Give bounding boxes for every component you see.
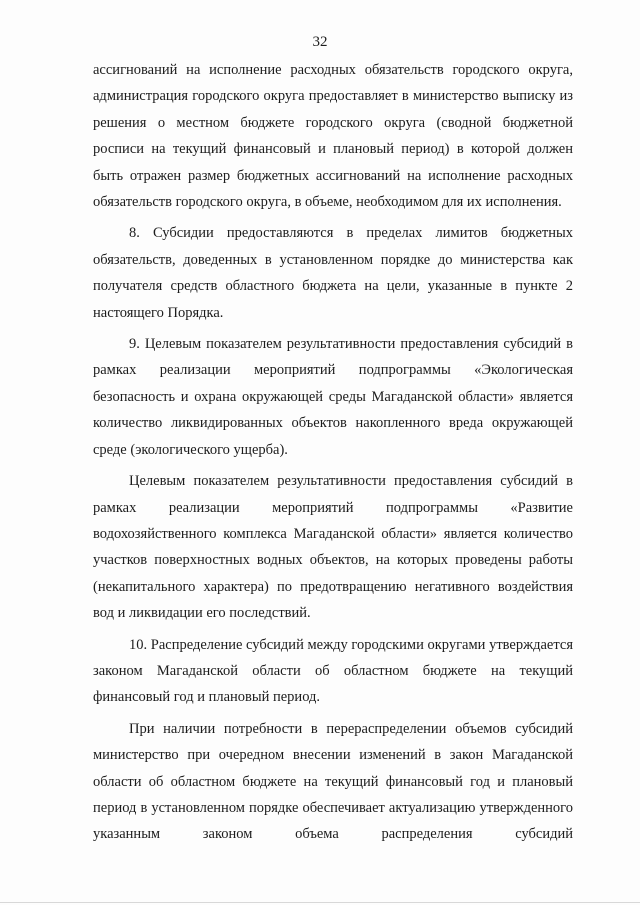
paragraph-item-9-continued: Целевым показателем результативности предоставления субсидий в рамках реализации мероприятий подпрограммы «Развитие водохозяйственного комплекса Магаданской области» является количество участков поверхностных водных объектов, на которых проведены работы (некапитального характера) по предотвращению негативного воздействия вод и ликвидации его последствий.: [93, 473, 573, 622]
page-number: 32: [312, 34, 328, 50]
paragraph-item-10-continued: При наличии потребности в перераспределении объемов субсидий министерство при очередном внесении изменений в закон Магаданской области об областном бюджете на текущий финансовый год и плановый период в установленном порядке обеспечивает актуализацию утвержденного указанным законом объема распределения субсидий: [93, 720, 573, 843]
paragraph-item-10: 10. Распределение субсидий между городскими округами утверждается законом Магаданской области об областном бюджете на текущий финансовый год и плановый период.: [93, 636, 573, 706]
page-bottom-edge: [0, 902, 640, 903]
paragraph-item-9: 9. Целевым показателем результативности предоставления субсидий в рамках реализации мероприятий подпрограммы «Экологическая безопасность и охрана окружающей среды Магаданской области» является количество ликвидированных объектов накопленного вреда окружающей среде (экологического ущерба).: [93, 336, 573, 458]
paragraph-continuation: ассигнований на исполнение расходных обязательств городского округа, администрация городского округа предоставляет в министерство выписку из решения о местном бюджете городского округа (сводной бюджетной росписи на текущий финансовый и плановый период) в которой должен быть отражен размер бюджетных ассигнований на исполнение расходных обязательств городского округа, в объеме, необходимом для их исполнения.: [93, 62, 573, 211]
paragraph-item-8: 8. Субсидии предоставляются в пределах лимитов бюджетных обязательств, доведенных в установленном порядке до министерства как получателя средств областного бюджета на цели, указанные в пункте 2 настоящего Порядка.: [93, 225, 573, 321]
document-body: [93, 57, 573, 853]
